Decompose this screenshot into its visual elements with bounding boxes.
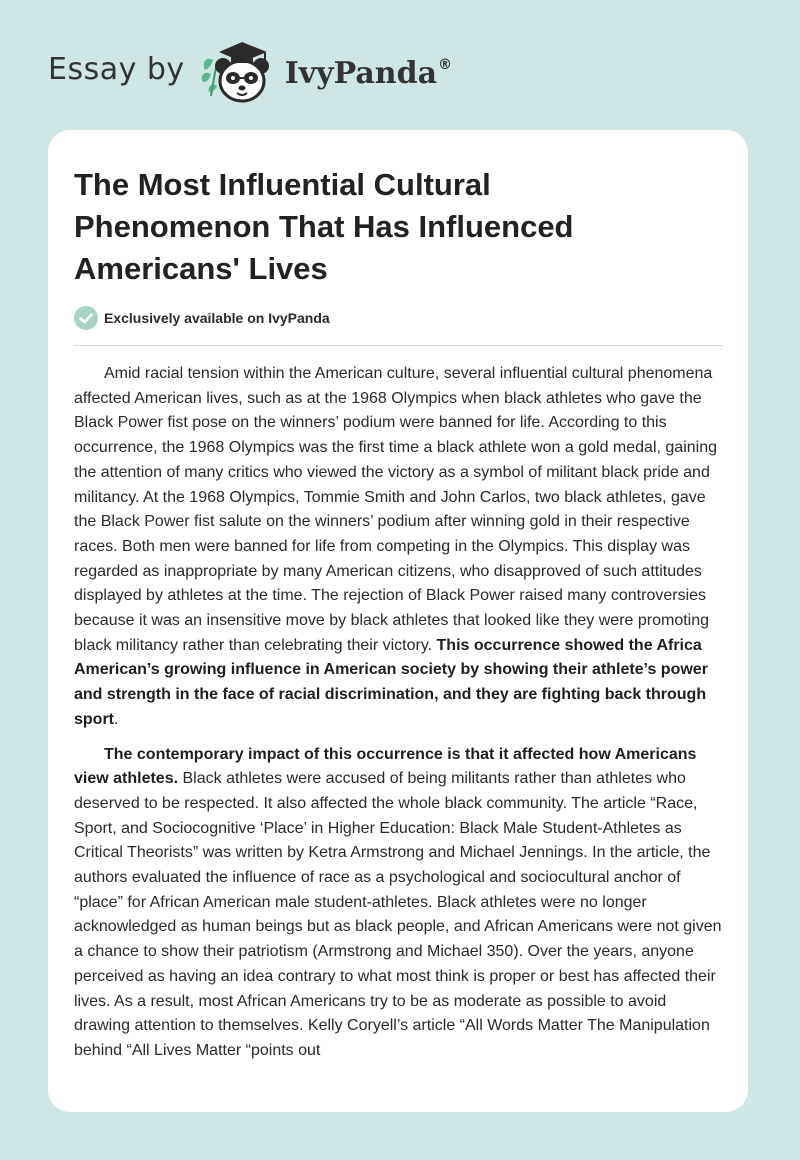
essay-by-label: Essay by bbox=[48, 51, 185, 87]
brand-name[interactable] bbox=[285, 56, 452, 91]
paragraph-1 bbox=[74, 362, 726, 733]
panda-graduation-cap-logo-icon[interactable] bbox=[199, 36, 277, 106]
brand-name-text: IvyPanda bbox=[284, 55, 438, 91]
paragraph-2-text: Black athletes were accused of being militants rather than athletes who deserved to be respected. It also affected the whole black community. The article “Race, Sport, and Sociocognitive ‘Place’ in Higher Education: Black Male Student-Athletes as Critical Theorists” was written by Ketra Armstrong and Michael Jennings. In the article, the authors evaluated the influence of race as a psychological and sociocultural anchor of “place” for African American male student-athletes. Black athletes were no longer acknowledged as human beings but as black people, and African Americans were not given a chance to show their patriotism (Armstrong and Michael 350). Over the years, anyone perceived as having an idea contrary to what most think is proper or best has affected their lives. As a result, most African Americans try to be as moderate as possible to avoid drawing attention to themselves. Kelly Coryell’s article “All Words Matter The Manipulation behind “All Lives Matter “points out bbox=[74, 770, 722, 1059]
check-badge-icon bbox=[74, 306, 98, 330]
divider bbox=[74, 345, 723, 346]
paragraph-1-text: Amid racial tension within the American culture, several influential cultural phenomena affected American lives, such as at the 1968 Olympics when black athletes who gave the Black Power fist pose on the winners’ podium were banned for life. According to this occurrence, the 1968 Olympics was the first time a black athlete won a gold medal, gaining the attention of many critics who viewed the victory as a symbol of militant black pride and militancy. At the 1968 Olympics, Tommie Smith and John Carlos, two black athletes, gave the Black Power fist salute on the winners’ podium after winning gold in their respective races. Both men were banned for life from competing in the Olympics. This display was regarded as inappropriate by many American citizens, who disapproved of such attitudes displayed by athletes at the time. The rejection of Black Power raised many controversies because it was an insensitive move by black athletes that looked like they were promoting black militancy rather than celebrating their victory. bbox=[74, 365, 717, 654]
essay-title: The Most Influential Cultural Phenomenon That Has Influenced Americans' Lives bbox=[74, 167, 574, 286]
essay-card bbox=[48, 130, 748, 1112]
paragraph-2 bbox=[74, 743, 726, 1064]
exclusive-badge bbox=[74, 306, 330, 330]
registered-mark: ® bbox=[438, 56, 453, 73]
paragraph-2-topic-sentence: The contemporary impact of this occurrence is that it affected how Americans view athletes. bbox=[74, 745, 697, 788]
site-header bbox=[48, 36, 452, 106]
exclusive-label: Exclusively available on IvyPanda bbox=[104, 310, 330, 326]
paragraph-1-end: . bbox=[114, 710, 119, 728]
paragraph-1-thesis: This occurrence showed the Africa American’s growing influence in American society by showing their athlete’s power and strength in the face of racial discrimination, and they are fighting back through sport bbox=[74, 636, 708, 728]
essay-body bbox=[74, 362, 726, 1074]
